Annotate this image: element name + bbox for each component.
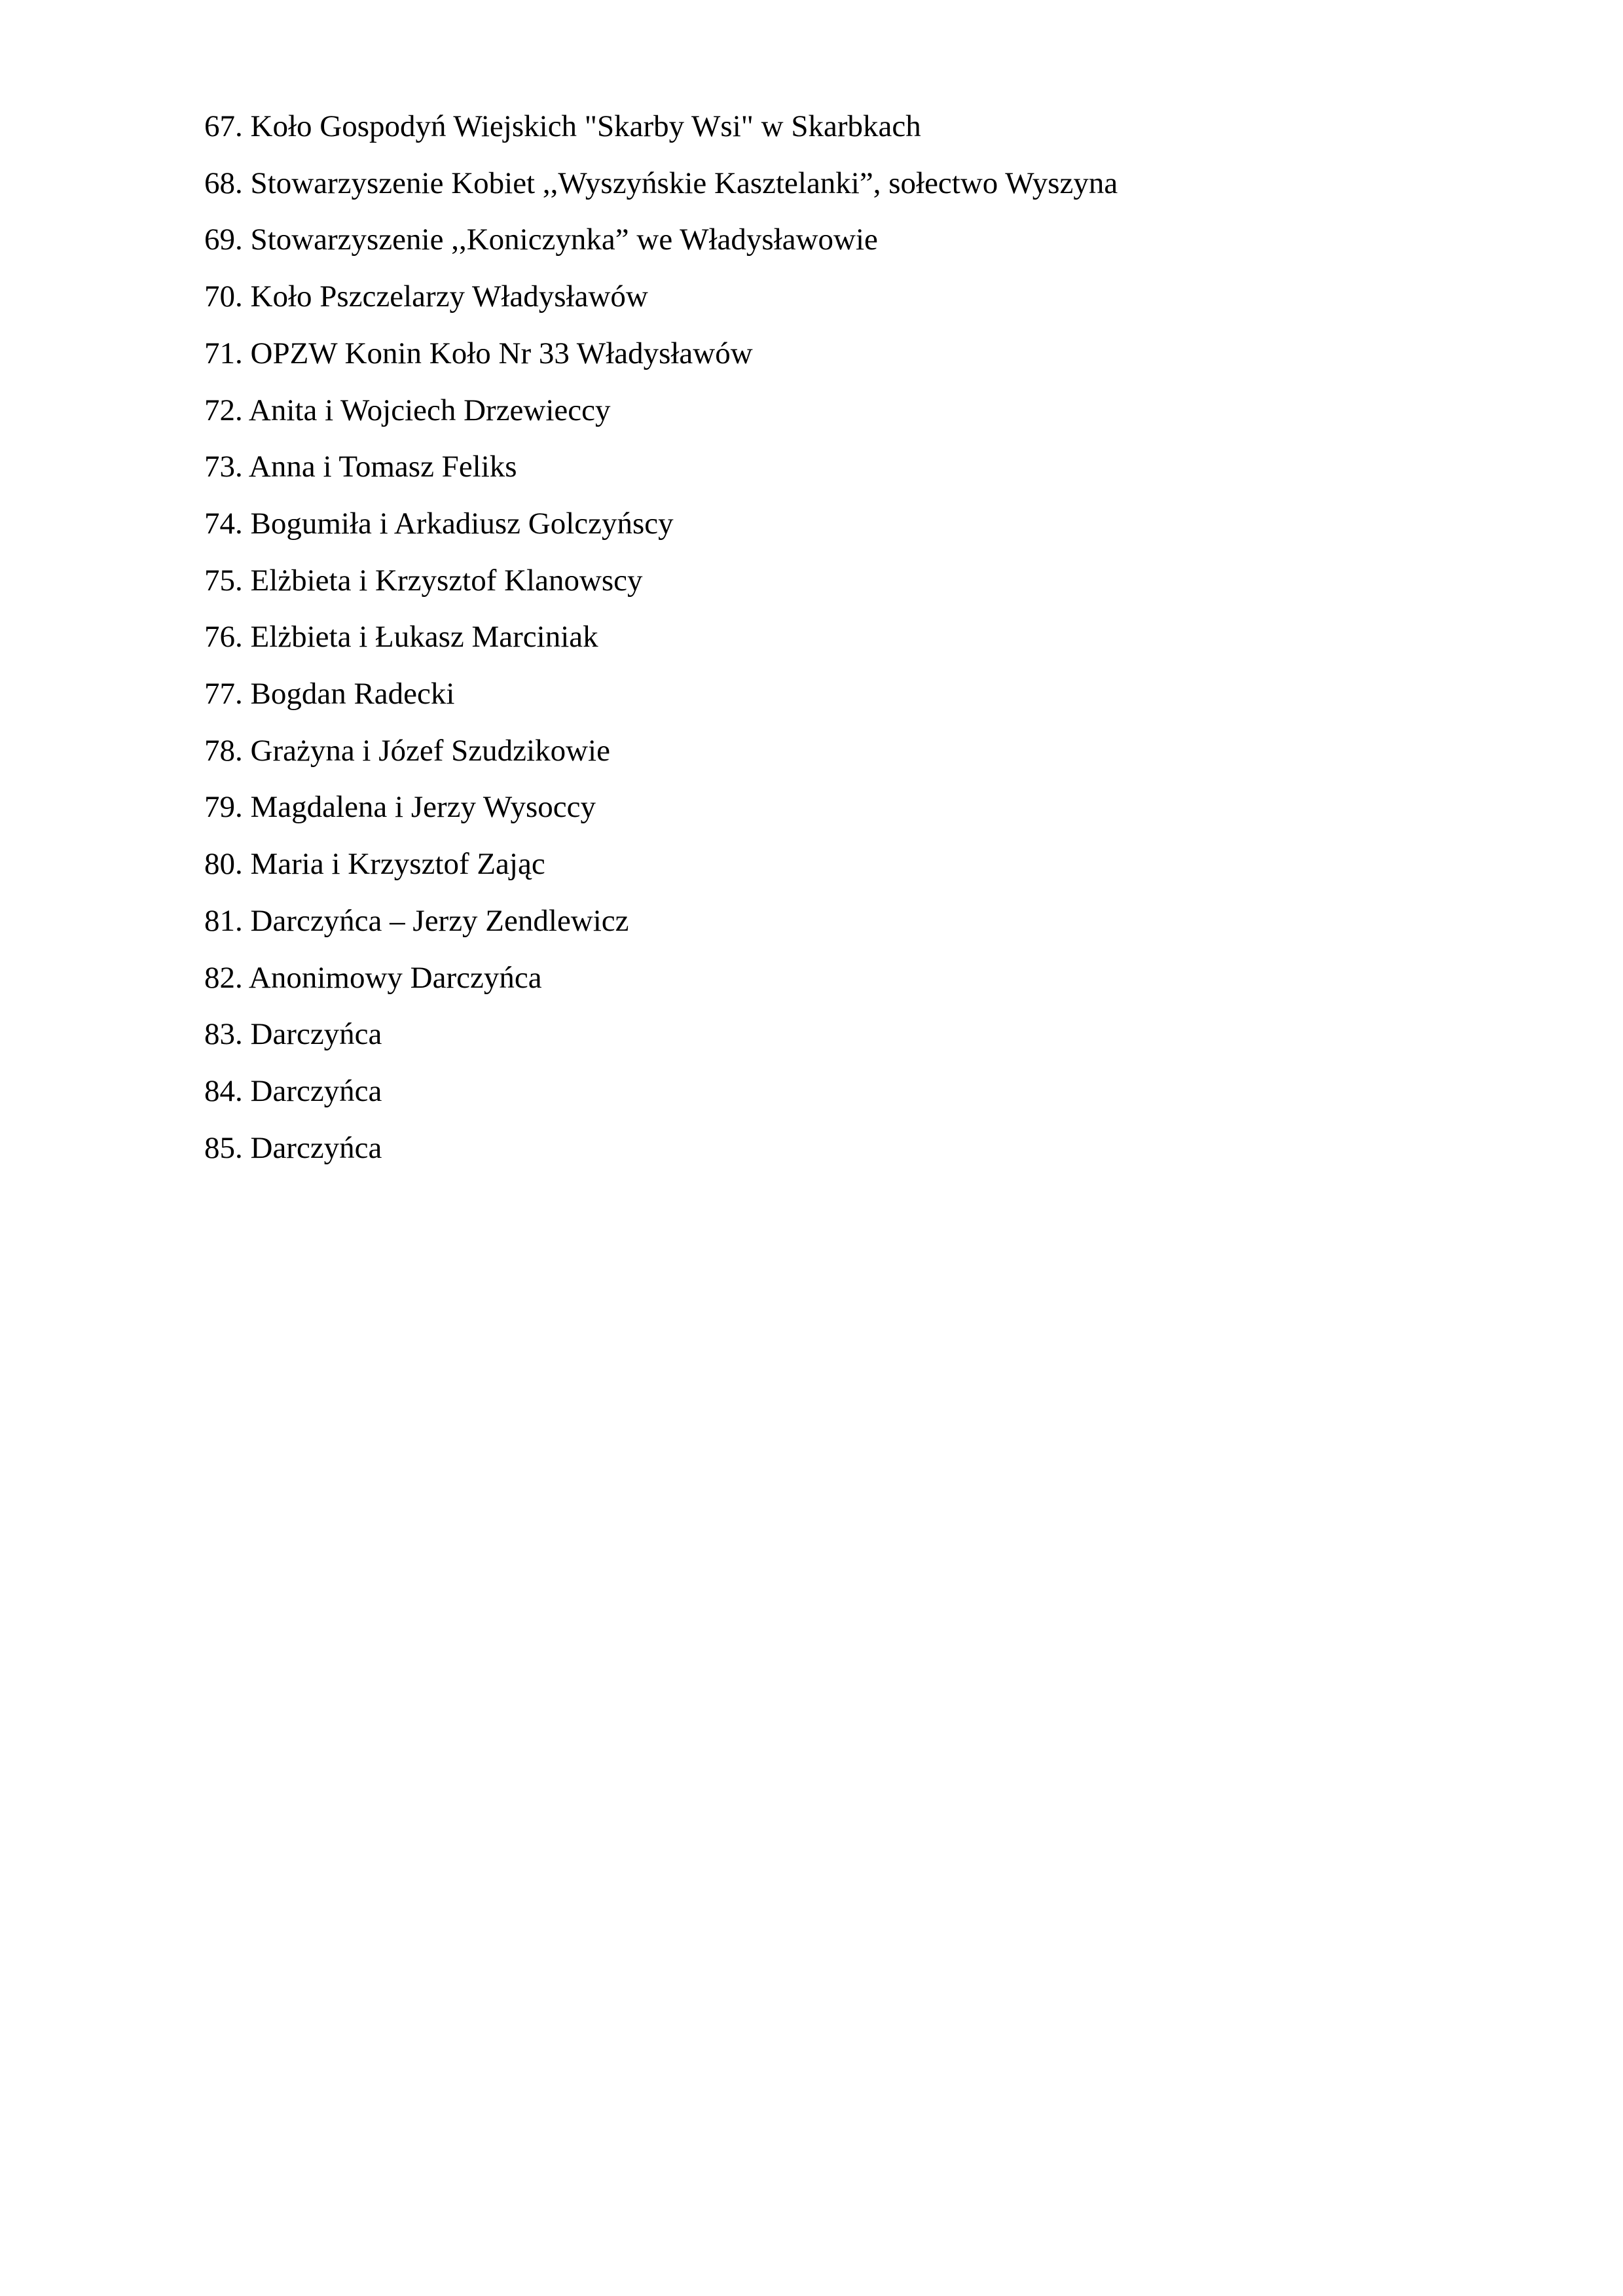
item-number: 85.: [204, 1130, 243, 1165]
item-text: Bogdan Radecki: [250, 677, 455, 711]
item-number: 83.: [204, 1017, 243, 1052]
item-number: 80.: [204, 847, 243, 882]
item-text: Darczyńca: [250, 1130, 382, 1165]
item-text: Maria i Krzysztof Zając: [250, 847, 545, 882]
item-text: Bogumiła i Arkadiusz Golczyńscy: [250, 506, 674, 541]
item-text: Darczyńca – Jerzy Zendlewicz: [250, 903, 629, 938]
item-text: Darczyńca: [250, 1017, 382, 1052]
list-item: [204, 439, 1118, 495]
item-text: OPZW Konin Koło Nr 33 Władysławów: [250, 336, 753, 370]
list-item: [204, 666, 1118, 723]
list-item: [204, 382, 1118, 439]
list-item: [204, 211, 1118, 268]
list-item: [204, 1063, 1118, 1120]
item-text: Grażyna i Józef Szudzikowie: [250, 733, 610, 768]
item-text: Anonimowy Darczyńca: [248, 960, 542, 995]
item-number: 79.: [204, 790, 243, 825]
list-item: [204, 98, 1118, 155]
list-item: [204, 609, 1118, 666]
item-number: 71.: [204, 336, 243, 370]
item-number: 69.: [204, 223, 243, 257]
list-item: [204, 325, 1118, 382]
list-item: [204, 836, 1118, 893]
list-item: [204, 1120, 1118, 1177]
item-number: 84.: [204, 1073, 243, 1108]
item-text: Magdalena i Jerzy Wysoccy: [250, 790, 596, 825]
list-item: [204, 495, 1118, 552]
item-text: Koło Gospodyń Wiejskich "Skarby Wsi" w Skarbkach: [250, 109, 921, 143]
list-item: [204, 1006, 1118, 1063]
item-number: 67.: [204, 109, 243, 143]
item-number: 77.: [204, 677, 243, 711]
item-number: 81.: [204, 903, 243, 938]
item-text: Koło Pszczelarzy Władysławów: [250, 279, 648, 314]
list-item: [204, 893, 1118, 950]
item-text: Anita i Wojciech Drzewieccy: [248, 393, 611, 427]
item-text: Darczyńca: [250, 1073, 382, 1108]
item-number: 73.: [204, 450, 243, 484]
item-number: 76.: [204, 620, 243, 655]
list-item: [204, 155, 1118, 212]
donor-list: [204, 98, 1118, 1176]
item-text: Elżbieta i Łukasz Marciniak: [250, 620, 598, 655]
item-number: 74.: [204, 506, 243, 541]
item-text: Anna i Tomasz Feliks: [248, 450, 517, 484]
item-number: 75.: [204, 563, 243, 598]
list-item: [204, 779, 1118, 836]
list-item: [204, 950, 1118, 1007]
list-item: [204, 723, 1118, 780]
item-text: Elżbieta i Krzysztof Klanowscy: [250, 563, 643, 598]
item-number: 68.: [204, 166, 243, 200]
item-text: Stowarzyszenie ,,Koniczynka” we Władysławowie: [250, 223, 878, 257]
item-number: 78.: [204, 733, 243, 768]
item-text: Stowarzyszenie Kobiet ,,Wyszyńskie Kasztelanki”, sołectwo Wyszyna: [250, 166, 1118, 200]
list-item: [204, 268, 1118, 325]
item-number: 72.: [204, 393, 243, 427]
item-number: 82.: [204, 960, 243, 995]
item-number: 70.: [204, 279, 243, 314]
list-item: [204, 552, 1118, 609]
